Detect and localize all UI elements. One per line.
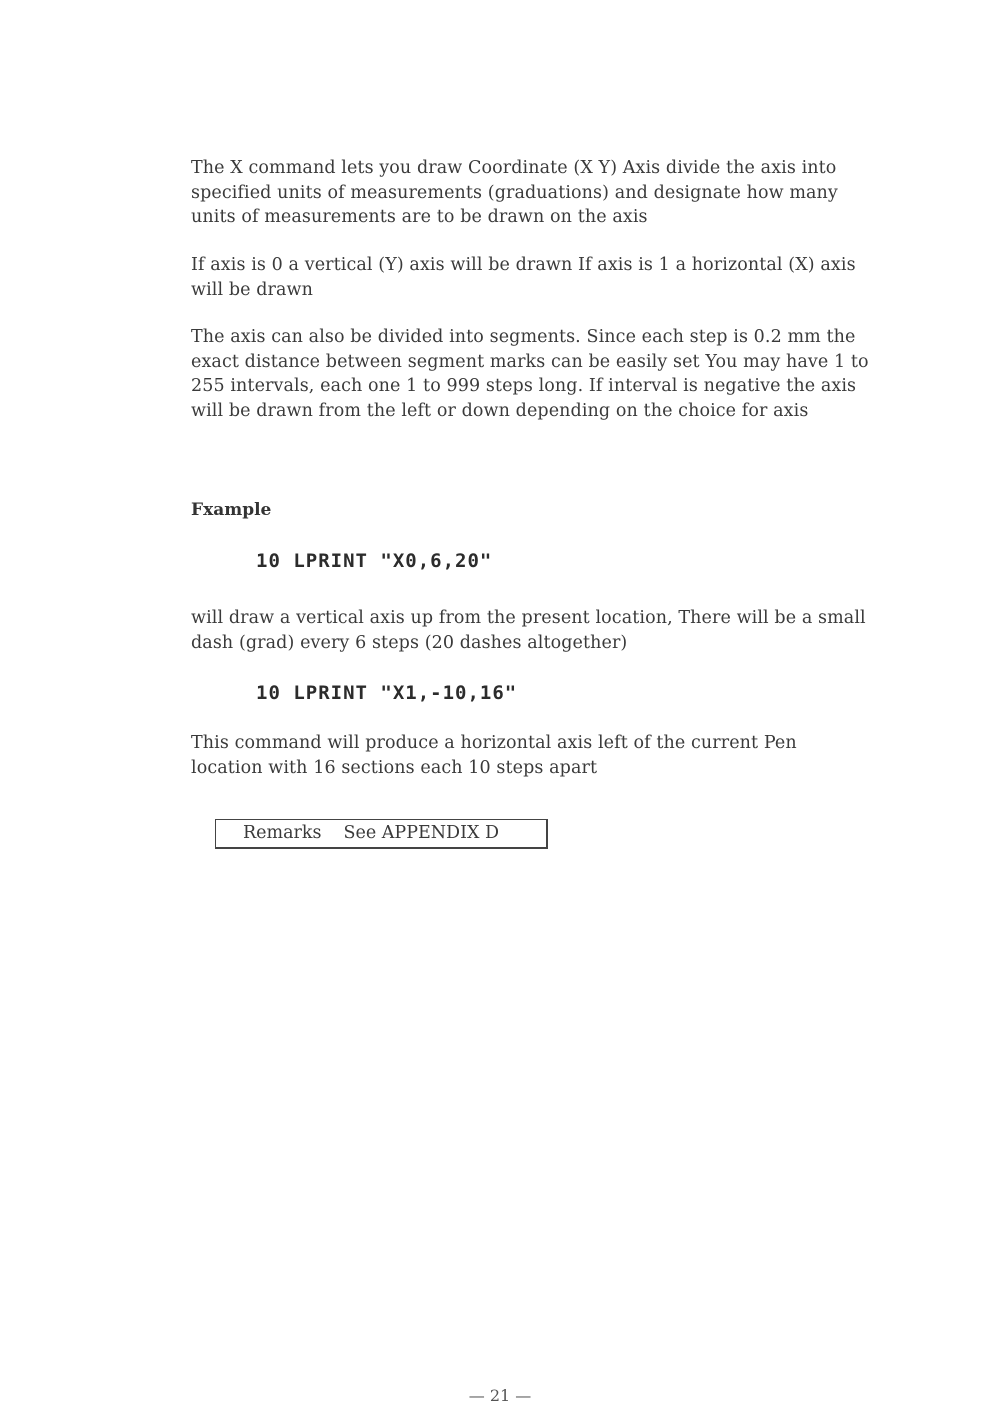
page-number: — 21 — <box>468 1386 532 1405</box>
paragraph-axis-segments: The axis can also be divided into segments. Since each step is 0.2 mm the exact distance between segment marks can be easily set You may have 1 to 255 intervals, each one 1 to 999 steps long. If interval is negative the axis will be drawn from the left or down depending on the choice for axis <box>191 327 869 421</box>
paragraph-axis-orientation: If axis is 0 a vertical (Y) axis will be drawn If axis is 1 a horizontal (X) axis will be drawn <box>191 255 856 300</box>
code-example-horizontal-axis: 10 LPRINT "X1,-10,16" <box>256 682 518 704</box>
remarks-label: Remarks <box>243 823 322 843</box>
code-example-vertical-axis: 10 LPRINT "X0,6,20" <box>256 550 493 572</box>
remarks-reference: See APPENDIX D <box>343 823 500 843</box>
example-heading: Fxample <box>191 500 272 520</box>
paragraph-axis-command-intro: The X command lets you draw Coordinate (X Y) Axis divide the axis into specified units of measurements (graduations) and designate how many units of measurements are to be drawn on the axis <box>191 158 838 227</box>
remarks-box <box>215 819 548 849</box>
paragraph-example-horizontal-description: This command will produce a horizontal axis left of the current Pen location with 16 sections each 10 steps apart <box>191 733 797 778</box>
paragraph-example-vertical-description: will draw a vertical axis up from the present location, There will be a small dash (grad) every 6 steps (20 dashes altogether) <box>191 608 866 653</box>
